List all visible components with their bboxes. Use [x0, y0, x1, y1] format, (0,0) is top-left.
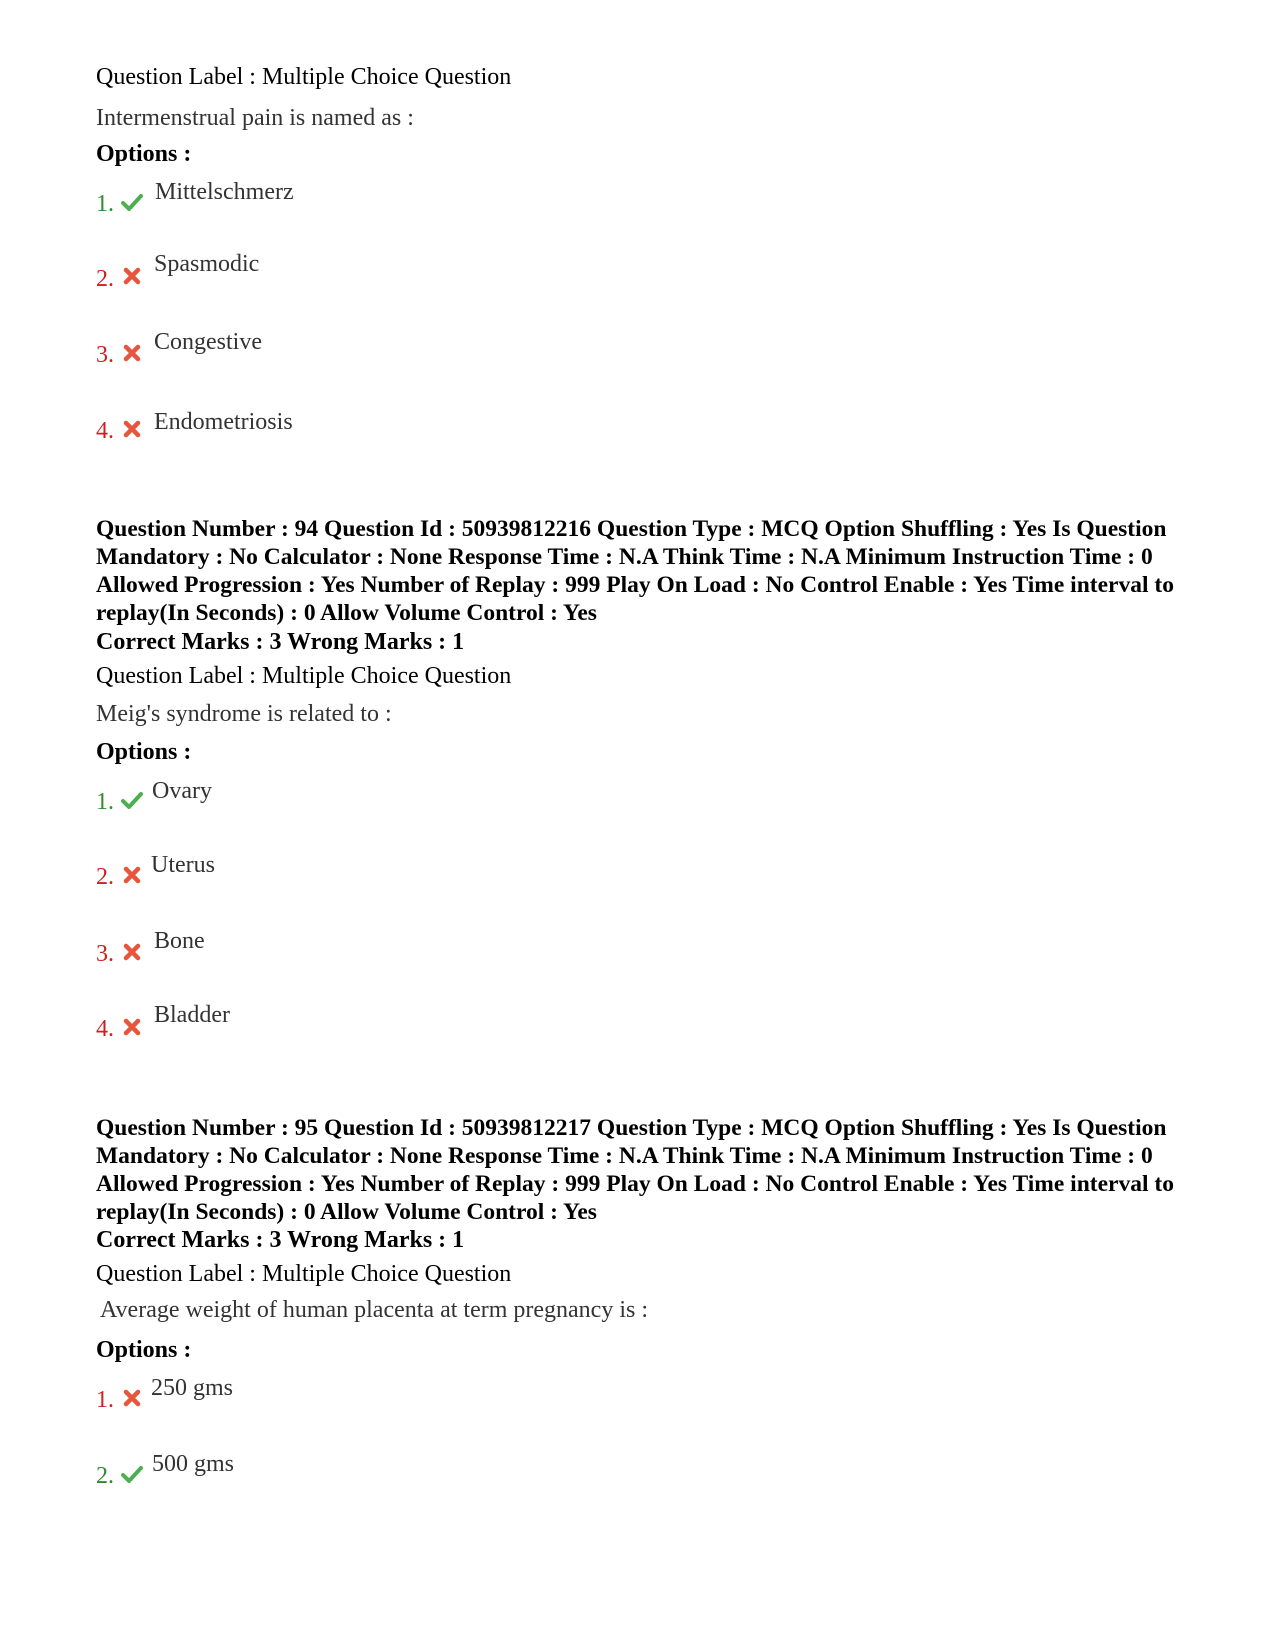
options-heading: Options : — [96, 141, 192, 167]
check-icon — [120, 190, 144, 214]
marks-info: Correct Marks : 3 Wrong Marks : 1 — [96, 629, 465, 655]
option-text: Endometriosis — [154, 409, 293, 435]
option-number: 1. — [96, 789, 114, 815]
cross-icon — [120, 341, 144, 365]
cross-icon — [120, 264, 144, 288]
cross-icon — [120, 1386, 144, 1410]
option-text: Bladder — [154, 1002, 230, 1028]
question-label: Question Label : Multiple Choice Question — [96, 663, 512, 689]
cross-icon — [120, 417, 144, 441]
question-label: Question Label : Multiple Choice Question — [96, 1261, 512, 1287]
question-meta: Question Number : 95 Question Id : 50939812217 Question Type : MCQ Option Shuffling : Yes Is Question Mandatory : No Calculator : None Response Time : N.A Think Time : N.A Minimum Instruction Time : 0 Allowed Progression : Yes Number of Replay : 999 Play On Load : No Control Enable : Yes Time interval to replay(In Seconds) : 0 Allow Volume Control : Yes — [96, 1115, 1174, 1225]
option-number: 1. — [96, 191, 114, 217]
question-text: Average weight of human placenta at term pregnancy is : — [100, 1297, 649, 1323]
question-label: Question Label : Multiple Choice Question — [96, 64, 512, 90]
option-text: Ovary — [152, 778, 212, 804]
option-number: 2. — [96, 864, 114, 890]
question-text: Intermenstrual pain is named as : — [96, 105, 414, 131]
question-text: Meig's syndrome is related to : — [96, 701, 392, 727]
cross-icon — [120, 863, 144, 887]
option-text: Bone — [154, 928, 205, 954]
option-text: Congestive — [154, 329, 262, 355]
check-icon — [120, 1462, 144, 1486]
option-number: 2. — [96, 1463, 114, 1489]
cross-icon — [120, 1015, 144, 1039]
cross-icon — [120, 940, 144, 964]
option-number: 4. — [96, 418, 114, 444]
options-heading: Options : — [96, 739, 192, 765]
option-text: Spasmodic — [154, 251, 260, 277]
option-number: 4. — [96, 1016, 114, 1042]
option-number: 2. — [96, 266, 114, 292]
check-icon — [120, 788, 144, 812]
option-number: 3. — [96, 941, 114, 967]
option-number: 3. — [96, 342, 114, 368]
options-heading: Options : — [96, 1337, 192, 1363]
option-text: Mittelschmerz — [155, 179, 294, 205]
option-text: 250 gms — [151, 1375, 234, 1401]
question-meta: Question Number : 94 Question Id : 50939812216 Question Type : MCQ Option Shuffling : Yes Is Question Mandatory : No Calculator : None Response Time : N.A Think Time : N.A Minimum Instruction Time : 0 Allowed Progression : Yes Number of Replay : 999 Play On Load : No Control Enable : Yes Time interval to replay(In Seconds) : 0 Allow Volume Control : Yes — [96, 516, 1174, 626]
marks-info: Correct Marks : 3 Wrong Marks : 1 — [96, 1227, 465, 1253]
option-number: 1. — [96, 1387, 114, 1413]
option-text: Uterus — [151, 852, 215, 878]
option-text: 500 gms — [152, 1451, 235, 1477]
